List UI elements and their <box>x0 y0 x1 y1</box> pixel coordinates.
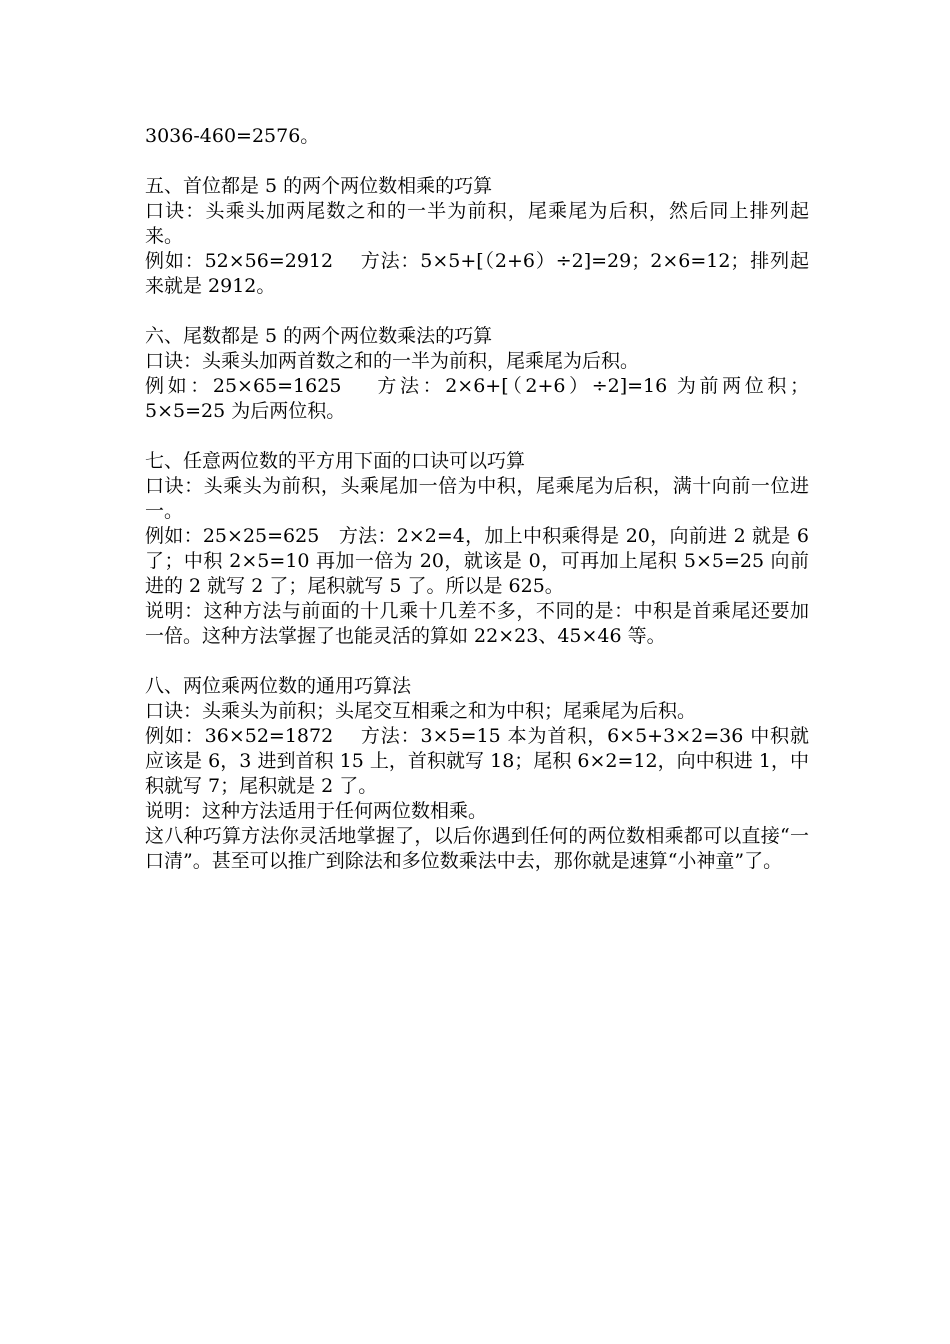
example-paragraph: 例如：52×56=2912 方法：5×5+[（2+6）÷2]=29；2×6=12；排列起来就是 2912。 <box>145 250 809 297</box>
section-heading: 七、任意两位数的平方用下面的口诀可以巧算 <box>145 450 526 472</box>
section-5 <box>145 174 809 299</box>
rhyme-paragraph: 口诀：头乘头为前积，头乘尾加一倍为中积，尾乘尾为后积，满十向前一位进一。 <box>145 475 809 522</box>
note-paragraph: 说明：这种方法与前面的十几乘十几差不多，不同的是：中积是首乘尾还要加一倍。这种方法掌握了也能灵活的算如 22×23、45×46 等。 <box>145 600 809 647</box>
rhyme-paragraph: 口诀：头乘头加两首数之和的一半为前积，尾乘尾为后积。 <box>145 350 640 372</box>
example-paragraph: 例如：25×25=625 方法：2×2=4，加上中积乘得是 20，向前进 2 就是 6 了；中积 2×5=10 再加一倍为 20，就该是 0，可再加上尾积 5×5=25 向前进的 2 就写 2 了；尾积就写 5 了。所以是 625。 <box>145 525 816 597</box>
summary-paragraph: 这八种巧算方法你灵活地掌握了，以后你遇到任何的两位数相乘都可以直接“一口清”。甚至可以推广到除法和多位数乘法中去，那你就是速算“小神童”了。 <box>145 825 809 872</box>
section-7 <box>145 449 816 649</box>
document-body <box>145 124 816 874</box>
intro-line: 3036-460=2576。 <box>145 125 320 147</box>
rhyme-paragraph: 口诀：头乘头为前积；头尾交互相乘之和为中积；尾乘尾为后积。 <box>145 700 697 722</box>
section-8 <box>145 674 809 874</box>
rhyme-paragraph: 口诀：头乘头加两尾数之和的一半为前积，尾乘尾为后积，然后同上排列起来。 <box>145 200 809 247</box>
section-6 <box>145 324 809 424</box>
example-paragraph: 例如：36×52=1872 方法：3×5=15 本为首积，6×5+3×2=36 中积就应该是 6，3 进到首积 15 上，首积就写 18；尾积 6×2=12，向中积进 1，中积就写 7；尾积就是 2 了。 <box>145 725 809 797</box>
example-paragraph: 例如：25×65=1625 方法：2×6+[（2+6）÷2]=16 为前两位积；5×5=25 为后两位积。 <box>145 375 809 422</box>
note-paragraph: 说明：这种方法适用于任何两位数相乘。 <box>145 800 488 822</box>
section-heading: 八、两位乘两位数的通用巧算法 <box>145 675 412 697</box>
section-heading: 五、首位都是 5 的两个两位数相乘的巧算 <box>145 175 493 197</box>
section-heading: 六、尾数都是 5 的两个两位数乘法的巧算 <box>145 325 493 347</box>
